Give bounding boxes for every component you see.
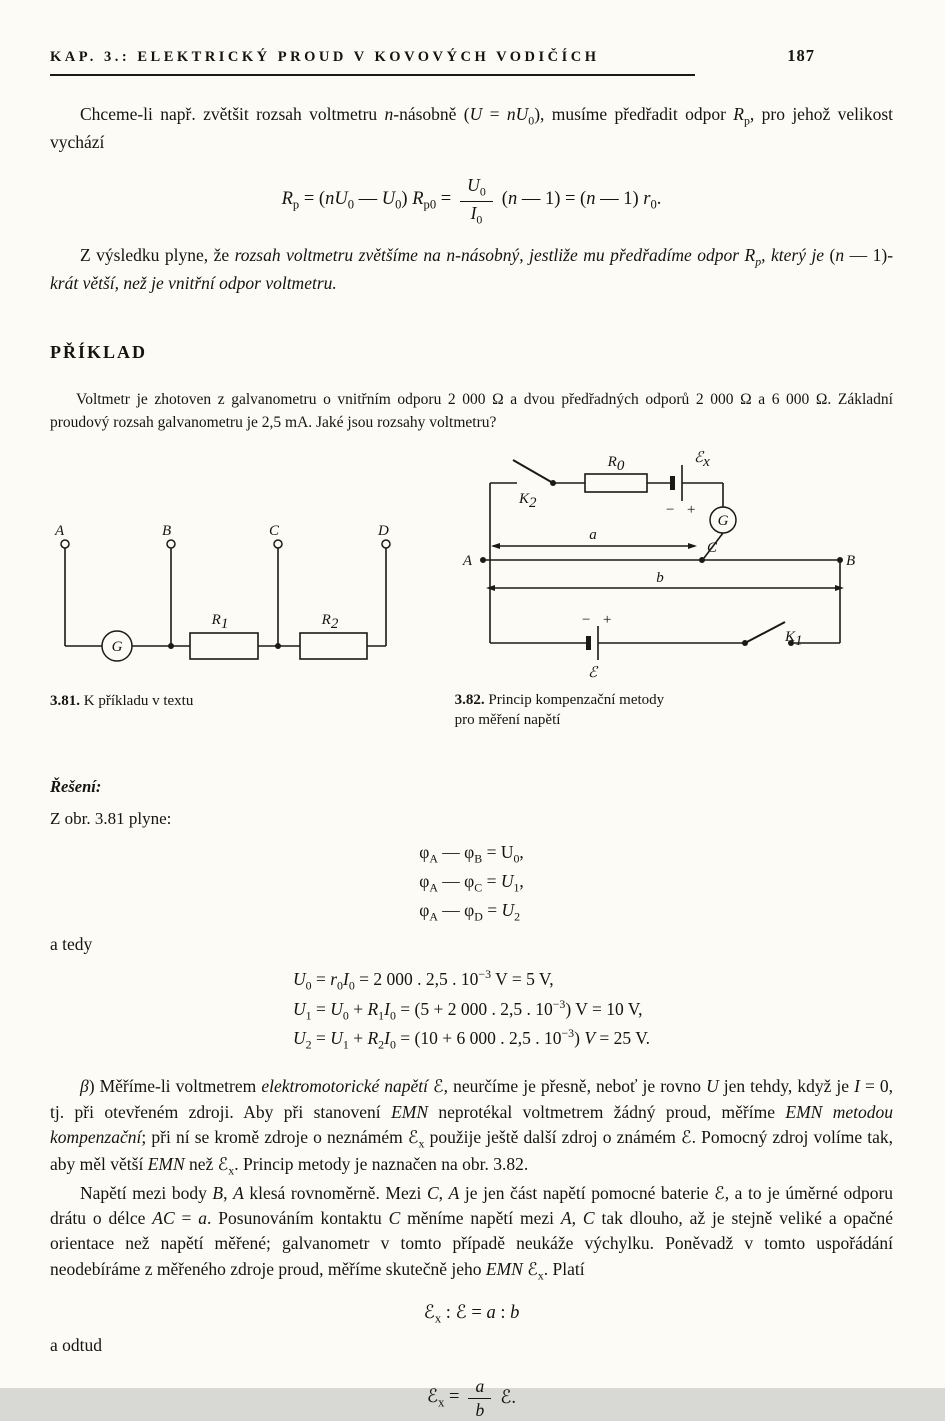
terminal-d bbox=[382, 540, 390, 548]
beta-paragraph-2: Napětí mezi body B, A klesá rovnoměrně. Mezi C, A je jen část napětí pomocné baterie ℰ, a to je úměrné odporu drátu o délce AC = a. Posunováním kontaktu C měníme napětí mezi A, C tak dlouho, až je stejně veliké a opačné orientace než napětí měřené; galvanometr v tomto případě neukáže výchylku. Poněvadž v tomto uspořádání neodebíráme z měřeného zdroje proud, měříme skutečně jeho EMN ℰ$_x$. Platí bbox=[50, 1183, 894, 1283]
switch-k2-blade bbox=[513, 460, 553, 483]
resistor-r1-label: R1 bbox=[211, 612, 229, 633]
battery-ex-short-plate bbox=[670, 476, 675, 490]
circuit-diagram-382 bbox=[455, 448, 855, 683]
chapter-title: KAP. 3.: ELEKTRICKÝ PROUD V KOVOVÝCH VODIČÍCH bbox=[50, 49, 600, 65]
example-heading: PŘÍKLAD bbox=[50, 342, 148, 363]
phi-equation-3: $\varphi_A$ — $\varphi_D = U_2$ bbox=[419, 900, 521, 924]
point-a-label: A bbox=[462, 553, 472, 570]
junction-dot-c bbox=[275, 643, 281, 649]
galvanometer-label: G bbox=[111, 639, 123, 656]
terminal-label-c: C bbox=[269, 523, 280, 540]
beta-paragraph-1: β) Měříme-li voltmetrem elektromotorické napětí ℰ, neurčíme je přesně, neboť je rovno U jen tehdy, když je I = 0, tj. při otevřeném zdroji. Aby při stanovení EMN neprotékal voltmetrem žádný proud, měříme EMN metodou kompenzační; při ní se kromě zdroje o neznámém ℰ$_x$ použije ještě další zdroj o známém ℰ. Pomocný zdroj volíme tak, aby měl větší EMN než ℰ$_x$. Princip metody je naznačen na obr. 3.82. bbox=[50, 1076, 894, 1178]
battery-e-label: ℰ bbox=[587, 665, 597, 682]
junction-dot-b bbox=[168, 643, 174, 649]
formula-rp bbox=[50, 175, 893, 227]
galvanometer-label: G bbox=[717, 513, 729, 530]
fraction-denominator: $I_0$ bbox=[470, 202, 483, 227]
terminal-label-a: A bbox=[55, 523, 65, 540]
figure-381-text: K příkladu v textu bbox=[83, 693, 194, 710]
battery-e-short-plate bbox=[586, 636, 591, 650]
final-formula-rhs: ℰ. bbox=[500, 1388, 517, 1409]
dimension-a-arrow-right bbox=[688, 543, 697, 549]
figure-381-caption bbox=[50, 692, 455, 712]
fraction-numerator: a bbox=[468, 1376, 491, 1399]
page-header bbox=[50, 0, 893, 66]
switch-k1-blade bbox=[745, 622, 785, 643]
intro-paragraph-1: Chceme-li např. zvětšit rozsah voltmetru n-násobně $(U = nU_0)$, musíme předřadit odpor $R_p$, pro jehož velikost vychází bbox=[50, 104, 893, 152]
terminal-label-b: B bbox=[162, 523, 172, 540]
circuit-diagram-381 bbox=[50, 524, 450, 684]
battery-e-minus: − bbox=[580, 612, 591, 629]
battery-e-plus: + bbox=[601, 612, 612, 629]
terminal-c bbox=[274, 540, 282, 548]
a-tedy-text: a tedy bbox=[50, 934, 93, 955]
u-equation-3: $U_2 = U_1 + R_2I_0 = (10 + 6$ 000 . 2,5 . $10^{-3}$) V = 25 V. bbox=[293, 1026, 650, 1052]
page-number: 187 bbox=[787, 46, 815, 65]
figure-382-text-line2: pro měření napětí bbox=[454, 711, 561, 728]
resistor-r1-symbol bbox=[190, 633, 258, 659]
resistor-r0-label: R0 bbox=[607, 454, 624, 475]
figure-382-caption bbox=[455, 691, 893, 730]
final-formula bbox=[50, 1376, 893, 1421]
figure-381-number: 3.81. bbox=[50, 693, 80, 710]
point-c-dot bbox=[699, 557, 705, 563]
figures-row bbox=[50, 448, 893, 745]
point-a-dot bbox=[480, 557, 486, 563]
dimension-a-arrow-left bbox=[491, 543, 500, 549]
u-equations bbox=[50, 965, 893, 1054]
solution-intro: Z obr. 3.81 plyne: bbox=[50, 809, 172, 829]
battery-ex-label: ℰx bbox=[693, 450, 710, 471]
final-formula-fraction bbox=[468, 1376, 491, 1421]
header-rule bbox=[50, 74, 695, 76]
switch-k1-label: K1 bbox=[784, 629, 803, 650]
terminal-a bbox=[61, 540, 69, 548]
figure-381 bbox=[50, 448, 455, 745]
dimension-b-label: b bbox=[655, 570, 664, 587]
phi-equations bbox=[50, 839, 893, 926]
figure-382 bbox=[455, 448, 893, 745]
figure-382-text-line1: Princip kompenzační metody bbox=[488, 692, 665, 709]
terminal-label-d: D bbox=[378, 523, 389, 540]
formula-rp-fraction bbox=[460, 175, 493, 227]
intro-paragraph-2: Z výsledku plyne, že rozsah voltmetru zvětšíme na n-násobný, jestliže mu předřadíme odpor $R_p$, který je (n — 1)-krát větší, než je vnitřní odpor voltmetru. bbox=[50, 245, 894, 293]
resistor-r0-symbol bbox=[585, 474, 647, 492]
fraction-numerator: $U_0$ bbox=[460, 175, 493, 202]
dimension-a-label: a bbox=[588, 527, 597, 544]
resistor-r2-label: R2 bbox=[321, 612, 339, 633]
switch-k2-label: K2 bbox=[518, 491, 537, 512]
phi-equation-1: $\varphi_A$ — $\varphi_B = U_0$, bbox=[419, 842, 524, 866]
u-equation-1: $U_0 = r_0I_0 = 2$ 000 . 2,5 . $10^{-3}$ V = 5 V, bbox=[293, 967, 554, 993]
battery-ex-minus: − bbox=[664, 502, 675, 519]
example-paragraph: Voltmetr je zhotoven z galvanometru o vnitřním odporu 2 000 Ω a dvou předřadných odporů 2 000 Ω a 6 000 Ω. Základní proudový rozsah galvanometru je 2,5 mA. Jaké jsou rozsahy voltmetru? bbox=[50, 391, 893, 431]
terminal-b bbox=[167, 540, 175, 548]
ratio-formula: ℰ$_x$ : ℰ = a : b bbox=[423, 1303, 520, 1326]
fraction-denominator: b bbox=[475, 1399, 485, 1420]
figure-382-number: 3.82. bbox=[454, 692, 485, 709]
phi-equation-2: $\varphi_A$ — $\varphi_C = U_1$, bbox=[419, 871, 524, 895]
u-equation-2: $U_1 = U_0 + R_1I_0 = (5 + 2$ 000 . 2,5 . $10^{-3}$) V = 10 V, bbox=[293, 996, 643, 1023]
resistor-r2-symbol bbox=[300, 633, 367, 659]
point-c-label: C bbox=[706, 540, 717, 557]
point-b-label: B bbox=[845, 553, 855, 570]
final-formula-lhs: ℰ$_x$ = bbox=[426, 1387, 460, 1410]
solution-heading: Řešení: bbox=[50, 777, 102, 797]
battery-ex-plus: + bbox=[685, 502, 696, 519]
a-odtud-text: a odtud bbox=[50, 1334, 103, 1355]
formula-rp-rhs: (n — 1) = (n — 1) $r_0$. bbox=[501, 189, 662, 212]
formula-rp-lhs: $R_p = (nU_0$ — $U_0$) $R_{p0}$ = bbox=[281, 189, 452, 212]
